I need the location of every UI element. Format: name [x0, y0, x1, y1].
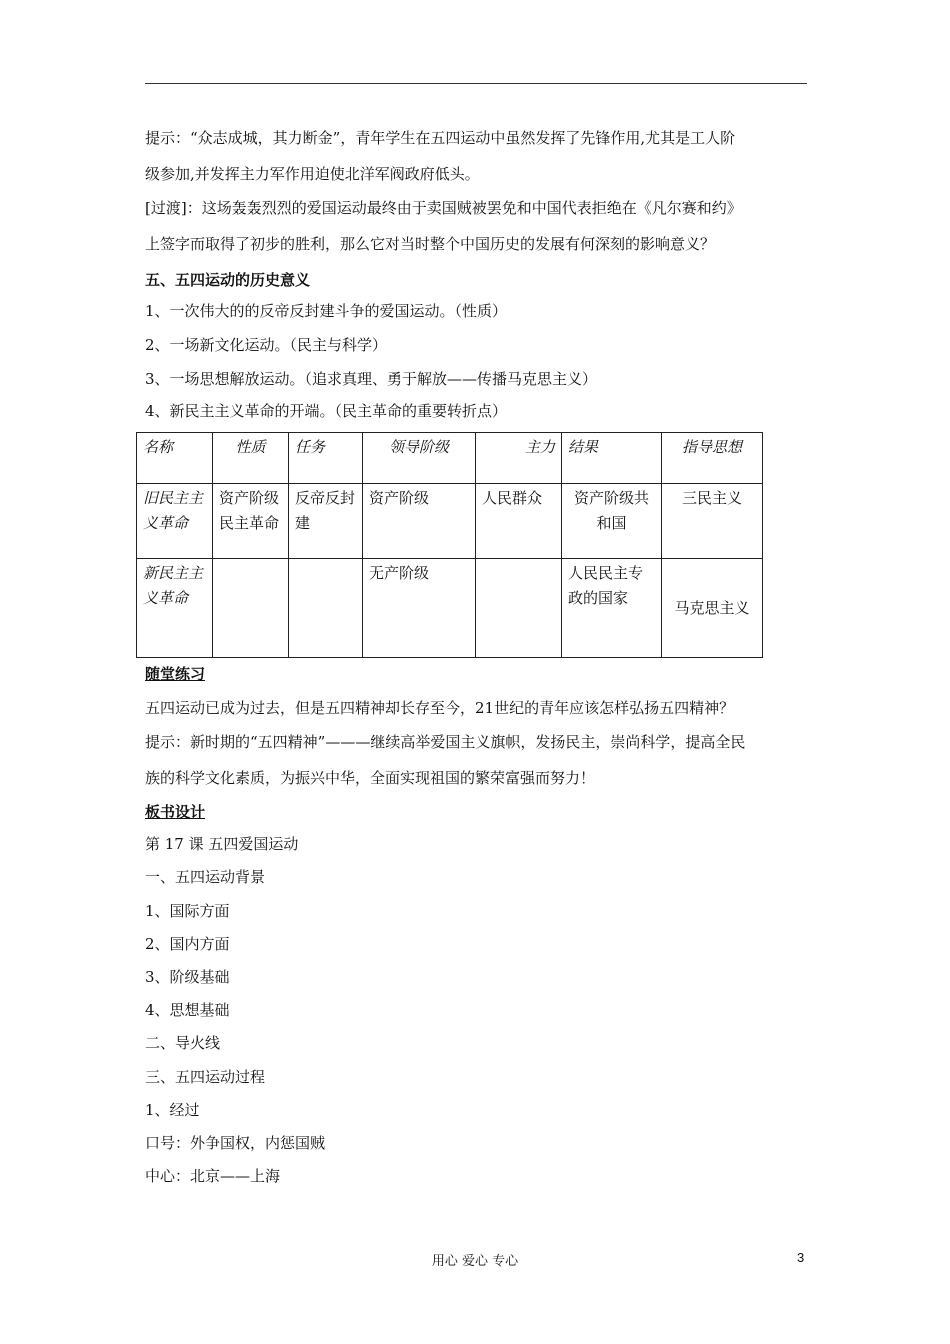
hint-paragraph-line-2: 级参加,并发挥主力军作用迫使北洋军阀政府低头。: [145, 165, 480, 183]
header-task: 任务: [289, 433, 363, 484]
header-main-force: 主力: [476, 433, 562, 484]
table-cell: 无产阶级: [363, 559, 476, 658]
board-design-heading: 板书设计: [145, 803, 206, 821]
revolution-comparison-table: [136, 432, 763, 658]
table-cell: 资产阶级共和国: [562, 484, 662, 559]
transition-paragraph-line-2: 上签字而取得了初步的胜利，那么它对当时整个中国历史的发展有何深刻的影响意义？: [145, 235, 716, 253]
header-rule: [145, 83, 807, 84]
table-cell: [289, 559, 363, 658]
board-line: 三、五四运动过程: [145, 1068, 266, 1086]
board-line: 4、思想基础: [145, 1001, 230, 1019]
table-cell: 三民主义: [662, 484, 763, 559]
table-cell: 资产阶级: [363, 484, 476, 559]
practice-question: 五四运动已成为过去，但是五四精神却长存至今，21世纪的青年应该怎样弘扬五四精神？: [145, 699, 735, 717]
header-guiding-thought: 指导思想: [662, 433, 763, 484]
significance-item-2: 2、一场新文化运动。（民主与科学）: [145, 336, 388, 354]
table-cell: 新民主主义革命: [137, 559, 213, 658]
header-leading-class: 领导阶级: [363, 433, 476, 484]
header-name: 名称: [137, 433, 213, 484]
practice-heading: 随堂练习: [145, 665, 206, 683]
board-line: 一、五四运动背景: [145, 868, 266, 886]
header-result: 结果: [562, 433, 662, 484]
table-cell: 马克思主义: [662, 559, 763, 658]
board-line: 口号：外争国权，内惩国贼: [145, 1134, 326, 1152]
board-line: 二、导火线: [145, 1034, 221, 1052]
header-nature: 性质: [213, 433, 289, 484]
table-cell: 旧民主主义革命: [137, 484, 213, 559]
table-row: [137, 484, 763, 559]
significance-item-1: 1、一次伟大的的反帝反封建斗争的爱国运动。（性质）: [145, 302, 508, 320]
table-cell: 人民民主专政的国家: [562, 559, 662, 658]
hint-paragraph-line-1: 提示：“众志成城，其力断金”，青年学生在五四运动中虽然发挥了先锋作用,尤其是工人阶: [145, 129, 736, 147]
significance-item-3: 3、一场思想解放运动。（追求真理、勇于解放——传播马克思主义）: [145, 370, 598, 388]
practice-hint-line-1: 提示：新时期的“五四精神”———继续高举爱国主义旗帜，发扬民主，崇尚科学，提高全民: [145, 733, 746, 751]
board-line: 2、国内方面: [145, 935, 230, 953]
table-cell: 资产阶级民主革命: [213, 484, 289, 559]
significance-item-4: 4、新民主主义革命的开端。（民主革命的重要转折点）: [145, 402, 508, 420]
table-cell: 反帝反封建: [289, 484, 363, 559]
table-cell: [476, 559, 562, 658]
board-line: 第 17 课 五四爱国运动: [145, 835, 299, 853]
table-row: [137, 559, 763, 658]
table-cell: [213, 559, 289, 658]
table-cell: 人民群众: [476, 484, 562, 559]
board-line: 1、国际方面: [145, 902, 230, 920]
board-line: 1、经过: [145, 1101, 200, 1119]
practice-hint-line-2: 族的科学文化素质，为振兴中华，全面实现祖国的繁荣富强而努力！: [145, 769, 596, 787]
board-line: 3、阶级基础: [145, 968, 230, 986]
page-number: 3: [797, 1250, 805, 1265]
table-header-row: [137, 433, 763, 484]
page-footer: 用心 爱心 专心: [431, 1254, 519, 1269]
transition-paragraph-line-1: [过渡]：这场轰轰烈烈的爱国运动最终由于卖国贼被罢免和中国代表拒绝在《凡尔赛和约》: [145, 199, 742, 217]
board-line: 中心：北京——上海: [145, 1167, 281, 1185]
section-heading-significance: 五、五四运动的历史意义: [145, 271, 311, 289]
